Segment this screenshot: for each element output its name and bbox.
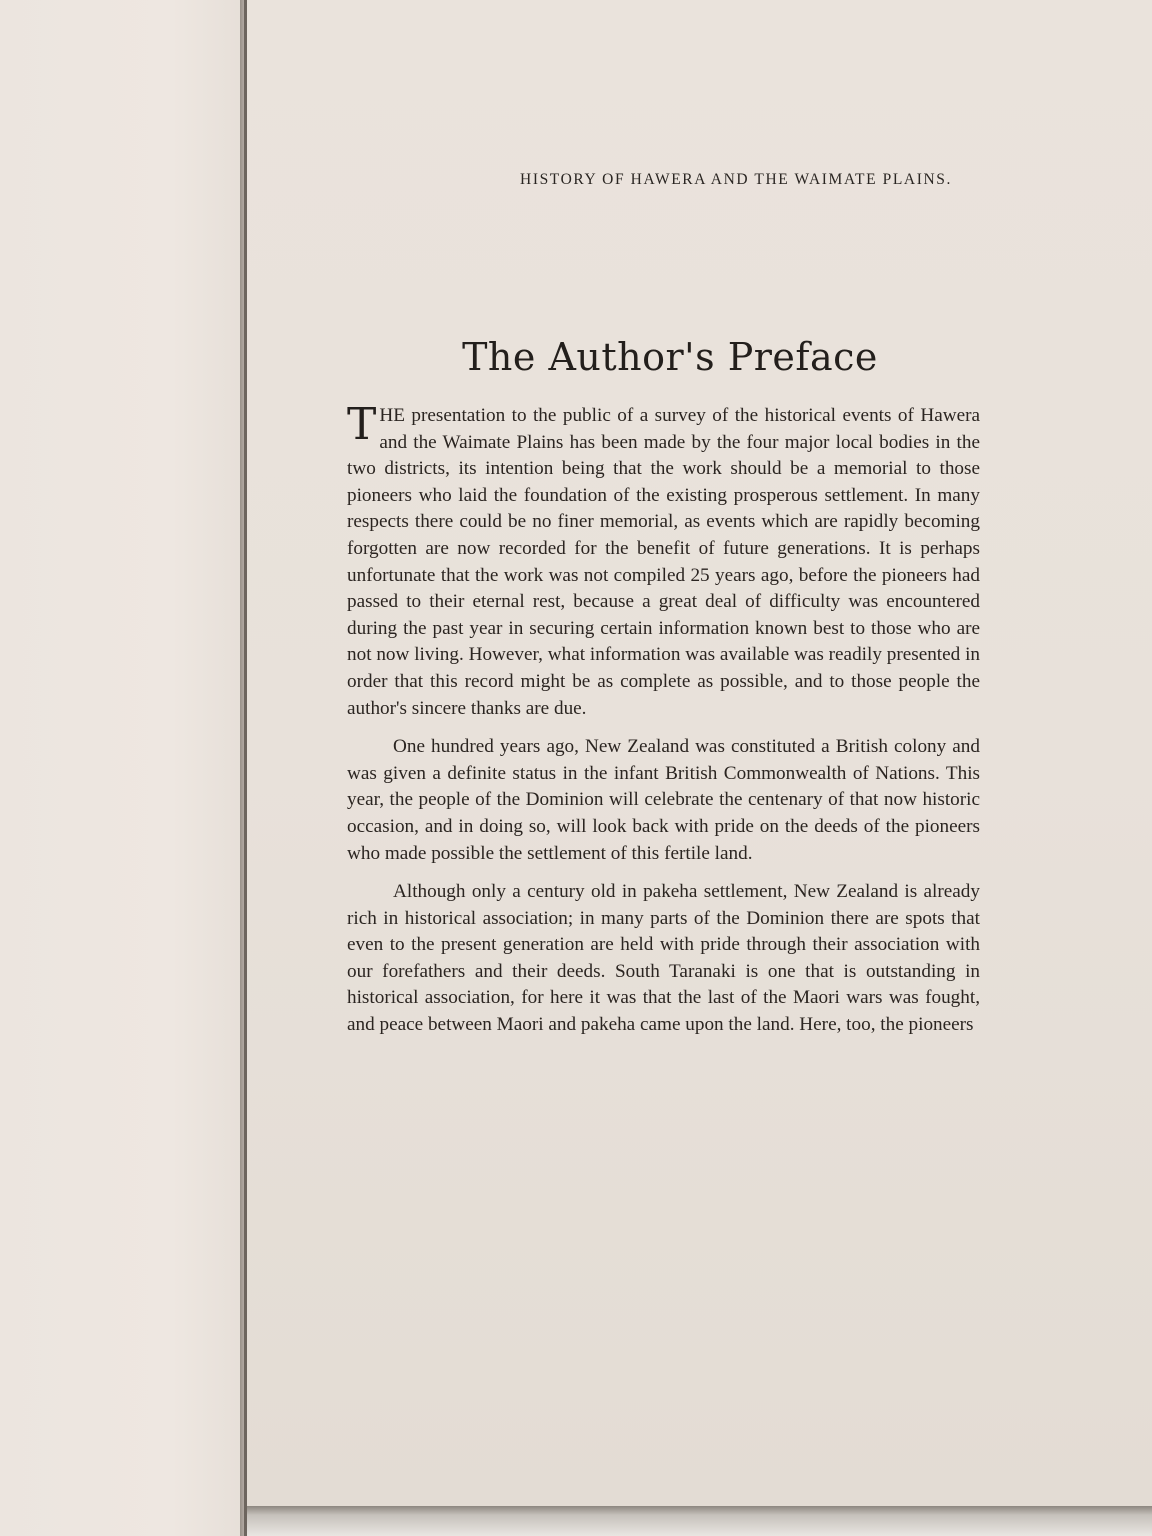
drop-cap: T bbox=[347, 399, 377, 450]
preface-body bbox=[347, 399, 980, 1039]
left-blank-page bbox=[0, 0, 246, 1536]
page-bottom-edge bbox=[247, 1506, 1152, 1536]
page-title: The Author's Preface bbox=[462, 335, 878, 380]
paragraph-3: Although only a century old in pakeha settlement, New Zealand is already rich in historical association; in many parts of the Dominion there are spots that even to the present generation are held with pride through their association with our forefathers and their deeds. South Taranaki is one that is outstanding in historical association, for here it was that the last of the Maori wars was fought, and peace between Maori and pakeha came upon the land. Here, too, the pioneers bbox=[347, 881, 980, 1036]
paragraph-1 bbox=[347, 399, 980, 722]
paragraph-2: One hundred years ago, New Zealand was constituted a British colony and was given a definite status in the infant British Commonwealth of Nations. This year, the people of the Dominion will celebrate the centenary of that now historic occasion, and in doing so, will look back with pride on the deeds of the pioneers who made possible the settlement of this fertile land. bbox=[347, 736, 980, 864]
paragraph-1-text: presentation to the public of a survey of the historical events of Hawera and the Waimate Plains has been made by the four major local bodies in the two districts, its intention being that the work should be a memorial to those pioneers who laid the foundation of the existing prosperous settlement. In many respects there could be no finer memorial, as events which are rapidly becoming forgotten are now recorded for the benefit of future generations. It is perhaps unfortunate that the work was not compiled 25 years ago, before the pioneers had passed to their eternal rest, because a great deal of difficulty was encountered during the past year in securing certain information known best to those who are not now living. However, what information was available was readily presented in order that this record might be as complete as possible, and to those people the author's sincere thanks are due. bbox=[347, 405, 980, 719]
paragraph-1-lead: HE bbox=[379, 405, 405, 426]
running-head: HISTORY OF HAWERA AND THE WAIMATE PLAINS. bbox=[520, 171, 952, 188]
